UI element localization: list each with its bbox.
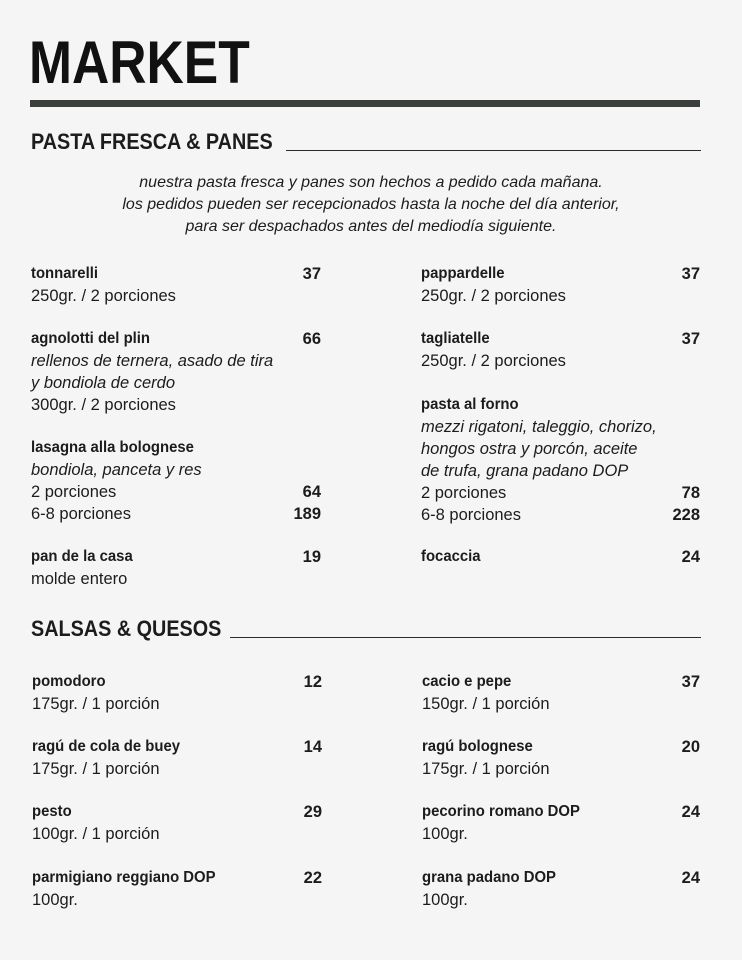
item-name: ragú bolognese <box>422 738 533 755</box>
item-detail: 175gr. / 1 porción <box>32 695 160 713</box>
section-header-salsas <box>31 617 701 641</box>
item-detail: 175gr. / 1 porción <box>32 760 160 778</box>
option-price: 189 <box>293 505 321 523</box>
item-price: 12 <box>303 673 322 691</box>
intro-line: los pedidos pueden ser recepcionados hasta la noche del día anterior, <box>122 196 620 213</box>
item-name: pappardelle <box>421 265 505 282</box>
menu-item <box>31 263 321 307</box>
item-detail: 300gr. / 2 porciones <box>31 396 176 414</box>
item-name: pesto <box>32 803 72 820</box>
section-title: SALSAS & QUESOS <box>31 616 222 641</box>
section-divider <box>230 637 701 638</box>
item-name: pan de la casa <box>31 548 133 565</box>
item-name: tonnarelli <box>31 265 98 282</box>
item-detail: 150gr. / 1 porción <box>422 695 550 713</box>
section-header-pasta <box>31 130 701 154</box>
pasta-intro <box>0 172 742 238</box>
item-name: cacio e pepe <box>422 673 512 690</box>
option-price: 64 <box>302 483 321 501</box>
menu-item <box>422 671 700 715</box>
menu-item <box>32 801 322 845</box>
menu-item <box>421 263 700 307</box>
item-detail: 100gr. / 1 porción <box>32 825 160 843</box>
item-detail: 175gr. / 1 porción <box>422 760 550 778</box>
page-title: MARKET <box>29 29 250 96</box>
option-label: 6-8 porciones <box>421 506 521 524</box>
menu-item <box>422 867 700 911</box>
item-detail: 250gr. / 2 porciones <box>31 287 176 305</box>
item-price: 66 <box>302 330 321 348</box>
item-name: focaccia <box>421 548 481 565</box>
item-price: 24 <box>681 548 700 566</box>
item-price: 20 <box>681 738 700 756</box>
menu-item <box>422 736 700 780</box>
menu-item <box>421 394 700 526</box>
item-price: 19 <box>302 548 321 566</box>
intro-line: nuestra pasta fresca y panes son hechos a pedido cada mañana. <box>139 174 603 191</box>
title-divider <box>30 100 700 107</box>
item-description: y bondiola de cerdo <box>31 374 176 392</box>
menu-item <box>421 328 700 372</box>
item-description: de trufa, grana padano DOP <box>421 462 629 480</box>
menu-item <box>31 328 321 416</box>
item-price: 14 <box>303 738 322 756</box>
item-detail: 250gr. / 2 porciones <box>421 287 566 305</box>
intro-line: para ser despachados antes del mediodía siguiente. <box>185 218 557 235</box>
menu-item <box>32 867 322 911</box>
item-price: 37 <box>681 330 700 348</box>
item-price: 22 <box>303 869 322 887</box>
item-detail: 250gr. / 2 porciones <box>421 352 566 370</box>
item-name: agnolotti del plin <box>31 330 151 347</box>
item-price: 24 <box>681 869 700 887</box>
section-title: PASTA FRESCA & PANES <box>31 129 273 154</box>
item-name: pomodoro <box>32 673 106 690</box>
item-description: mezzi rigatoni, taleggio, chorizo, <box>421 418 657 436</box>
item-detail: molde entero <box>31 570 128 588</box>
item-description: bondiola, panceta y res <box>31 461 202 479</box>
option-label: 2 porciones <box>421 484 507 502</box>
item-name: pasta al forno <box>421 396 519 413</box>
option-label: 6-8 porciones <box>31 505 131 523</box>
option-label: 2 porciones <box>31 483 117 501</box>
section-divider <box>286 150 701 151</box>
item-price: 24 <box>681 803 700 821</box>
item-detail: 100gr. <box>32 891 78 909</box>
item-name: pecorino romano DOP <box>422 803 580 820</box>
option-price: 228 <box>672 506 700 524</box>
menu-item <box>421 546 700 568</box>
item-price: 29 <box>303 803 322 821</box>
item-name: grana padano DOP <box>422 869 556 886</box>
menu-item <box>32 736 322 780</box>
item-name: lasagna alla bolognese <box>31 439 194 456</box>
item-name: tagliatelle <box>421 330 490 347</box>
item-name: parmigiano reggiano DOP <box>32 869 216 886</box>
item-detail: 100gr. <box>422 891 468 909</box>
menu-item <box>32 671 322 715</box>
item-detail: 100gr. <box>422 825 468 843</box>
item-price: 37 <box>681 673 700 691</box>
item-name: ragú de cola de buey <box>32 738 181 755</box>
item-price: 37 <box>681 265 700 283</box>
menu-item <box>31 546 321 590</box>
menu-item <box>422 801 700 845</box>
item-description: hongos ostra y porcón, aceite <box>421 440 638 458</box>
option-price: 78 <box>681 484 700 502</box>
menu-item <box>31 437 321 525</box>
item-description: rellenos de ternera, asado de tira <box>31 352 274 370</box>
item-price: 37 <box>302 265 321 283</box>
